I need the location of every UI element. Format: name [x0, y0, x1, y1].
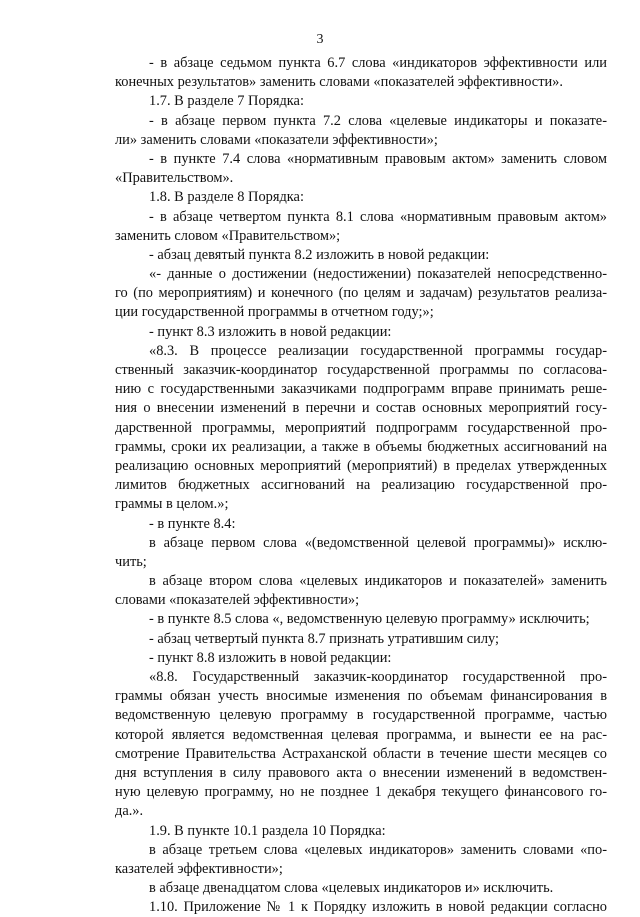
text-line: в абзаце двенадцатом слова «целевых индикаторов и» исключить.	[149, 880, 554, 897]
text-line: ственный заказчик-координатор государственной программы по согласова-	[115, 362, 607, 378]
text-line: - в пункте 8.5 слова «, ведомственную целевую программу» исключить;	[149, 611, 590, 628]
text-line: словами «показателей эффективности»;	[115, 592, 360, 609]
text-line: ния о внесении изменений в перечни и состав основных мероприятий госу-	[115, 400, 607, 417]
text-line: в абзаце первом слова «(ведомственной целевой программы)» исклю-	[149, 534, 607, 551]
text-line: лимитов бюджетных ассигнований на реализацию государственной про-	[115, 477, 607, 494]
text-line: ведомственную целевую программу в государственной программе, частью	[115, 707, 607, 724]
text-line: конечных результатов» заменить словами «показателей эффективности».	[115, 74, 563, 91]
text-line: - в абзаце седьмом пункта 6.7 слова «индикаторов эффективности или	[149, 55, 607, 71]
text-line: - пункт 8.3 изложить в новой редакции:	[149, 323, 392, 340]
text-line: которой является ведомственная целевая программа, и вынести ее на рас-	[115, 726, 607, 743]
text-line: ную целевую программу, но не позднее 1 декабря текущего финансового го-	[115, 784, 607, 801]
text-line: го (по мероприятиям) и конечного (по целям и задачам) результатов реализа-	[115, 285, 607, 302]
text-line: в абзаце третьем слова «целевых индикаторов» заменить словами «по-	[149, 841, 607, 858]
text-line: - в абзаце первом пункта 7.2 слова «целевые индикаторы и показате-	[149, 112, 607, 129]
text-line: нию с государственными заказчиками подпрограмм вправе принимать реше-	[115, 381, 607, 398]
text-line: 1.9. В пункте 10.1 раздела 10 Порядка:	[149, 822, 386, 839]
text-line: реализацию основных мероприятий (мероприятий) в пределах утвержденных	[115, 457, 607, 474]
text-line: 1.7. В разделе 7 Порядка:	[149, 93, 304, 110]
document-body	[115, 54, 607, 917]
text-line: граммы обязан учесть вносимые изменения по объемам финансирования в	[115, 688, 607, 705]
text-line: - в абзаце четвертом пункта 8.1 слова «нормативным правовым актом»	[149, 208, 607, 225]
text-line: «- данные о достижении (недостижении) показателей непосредственно-	[149, 266, 607, 283]
text-line: - в пункте 7.4 слова «нормативным правовым актом» заменить словом	[149, 150, 607, 167]
text-line: «8.3. В процессе реализации государственной программы государ-	[149, 342, 607, 359]
text-line: ции государственной программы в отчетном году;»;	[115, 304, 434, 321]
text-line: ли» заменить словами «показатели эффективности»;	[115, 131, 438, 148]
text-line: - абзац четвертый пункта 8.7 признать утратившим силу;	[149, 630, 500, 647]
text-line: - в пункте 8.4:	[149, 515, 236, 532]
text-line: - абзац девятый пункта 8.2 изложить в новой редакции:	[149, 246, 490, 263]
text-line: смотрение Правительства Астраханской области в течение шести месяцев со	[115, 745, 607, 762]
text-line: казателей эффективности»;	[115, 860, 283, 877]
text-line: дарственной программы, мероприятий подпрограмм государственной про-	[115, 419, 607, 436]
text-line: граммы, сроки их реализации, а также в объемы бюджетных ассигнований на	[115, 438, 607, 455]
text-line: «8.8. Государственный заказчик-координатор государственной про-	[149, 669, 607, 685]
text-line: в абзаце втором слова «целевых индикаторов и показателей» заменить	[149, 573, 607, 590]
text-line: граммы в целом.»;	[115, 496, 229, 513]
text-line: заменить словом «Правительством»;	[115, 227, 341, 244]
text-line: да.».	[115, 803, 144, 820]
text-line: чить;	[115, 553, 147, 570]
page-number: 3	[316, 32, 324, 47]
text-line: дня вступления в силу правового акта о внесении изменений в ведомствен-	[115, 764, 607, 781]
text-line: 1.10. Приложение № 1 к Порядку изложить в новой редакции согласно	[149, 899, 607, 916]
text-line: «Правительством».	[115, 170, 234, 187]
text-line: 1.8. В разделе 8 Порядка:	[149, 189, 304, 206]
text-line: - пункт 8.8 изложить в новой редакции:	[149, 649, 392, 666]
